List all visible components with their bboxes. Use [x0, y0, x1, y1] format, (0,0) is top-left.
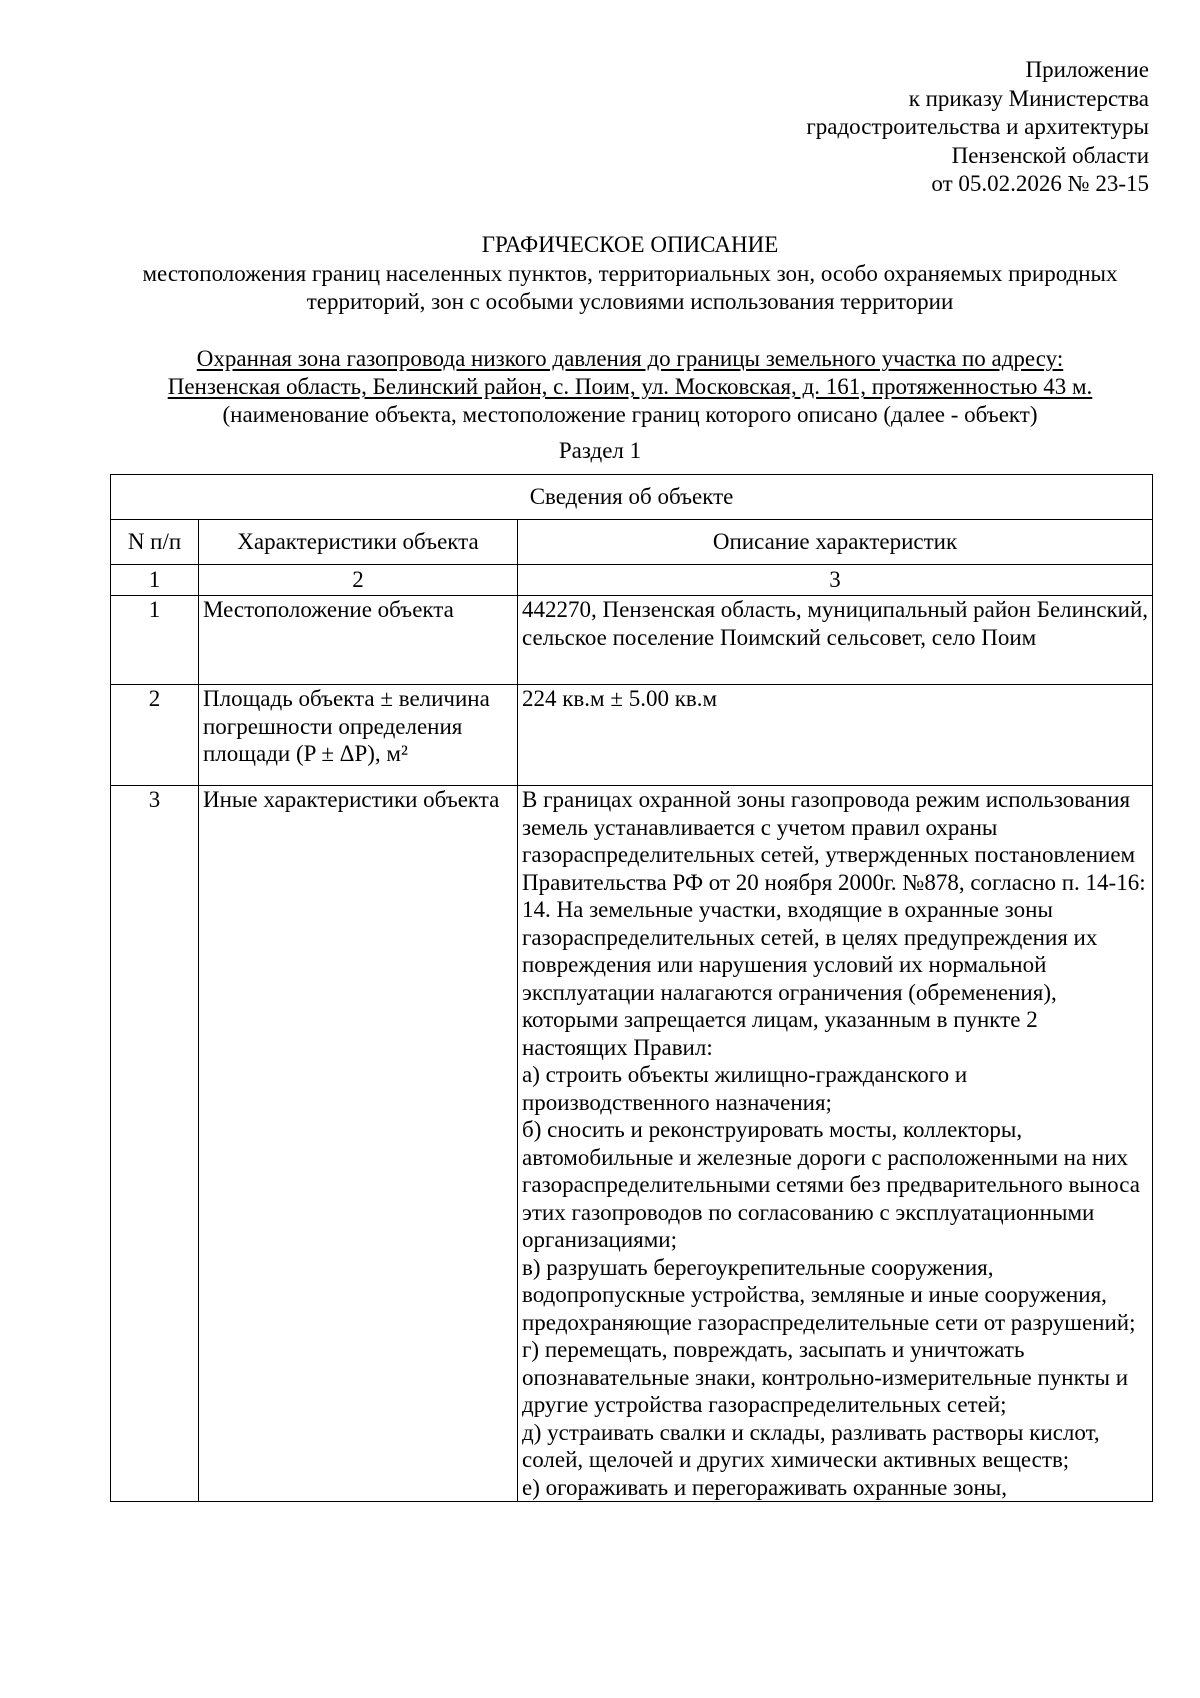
description-paragraph: б) сносить и реконструировать мосты, коллекторы, автомобильные и железные дороги с расположенными на них газораспределительными сетями без предварительного выноса этих газопроводов по согласованию с эксплуатационными организациями; — [522, 1117, 1140, 1252]
title-block — [100, 231, 1160, 317]
appendix-block — [806, 56, 1149, 199]
column-number: 2 — [199, 565, 518, 596]
column-number: 3 — [518, 565, 1153, 596]
row-number: 3 — [111, 786, 199, 1502]
row-description: 224 кв.м ± 5.00 кв.м — [518, 685, 1153, 786]
description-paragraph: г) перемещать, повреждать, засыпать и уничтожать опознавательные знаки, контрольно-измерительные пункты и другие устройства газораспределительных сетей; — [522, 1337, 1129, 1417]
object-name-block — [80, 345, 1180, 429]
section-label: Раздел 1 — [558, 438, 642, 463]
object-info-table — [110, 474, 1153, 1502]
row-number: 2 — [111, 685, 199, 786]
appendix-line: Пензенской области — [951, 142, 1149, 168]
appendix-line: Приложение — [1025, 57, 1149, 82]
object-name: Охранная зона газопровода низкого давления до границы земельного участка по адресу: — [196, 346, 1064, 371]
column-header: N п/п — [111, 520, 199, 565]
table-caption-row — [111, 475, 1153, 520]
column-header: Характеристики объекта — [199, 520, 518, 565]
table-header-row — [111, 520, 1153, 565]
appendix-line: градостроительства и архитектуры — [806, 114, 1149, 139]
table-caption: Сведения об объекте — [111, 475, 1153, 520]
description-paragraph: а) строить объекты жилищно-гражданского и производственного назначения; — [522, 1062, 968, 1115]
row-description — [518, 786, 1153, 1502]
table-row — [111, 596, 1153, 685]
object-name: Пензенская область, Белинский район, с. Поим, ул. Московская, д. 161, протяженностью 43 м. — [167, 374, 1093, 399]
description-paragraph: е) огораживать и перегораживать охранные зоны, — [522, 1474, 1007, 1500]
table-row — [111, 685, 1153, 786]
description-paragraph: 14. На земельные участки, входящие в охранные зоны газораспределительных сетей, в целях предупреждения их повреждения или нарушения условий их нормальной эксплуатации налагаются ограничения (обременения), которыми запрещается лицам, указанным в пункте 2 настоящих Правил: — [522, 897, 1098, 1060]
column-number: 1 — [111, 565, 199, 596]
row-characteristic: Иные характеристики объекта — [199, 786, 518, 1502]
column-header: Описание характеристик — [518, 520, 1153, 565]
document-heading: ГРАФИЧЕСКОЕ ОПИСАНИЕ — [481, 232, 779, 257]
table-row — [111, 786, 1153, 1502]
description-paragraph: В границах охранной зоны газопровода режим использования земель устанавливается с учетом правил охраны газораспределительных сетей, утвержденных постановлением Правительства РФ от 20 ноября 2000г. №878, согласно п. 14-16: — [522, 787, 1146, 895]
appendix-line: к приказу Министерства — [908, 85, 1149, 111]
column-number-row — [111, 565, 1153, 596]
appendix-line: от 05.02.2026 № 23-15 — [931, 171, 1149, 196]
description-paragraph: в) разрушать берегоукрепительные сооружения, водопропускные устройства, земляные и иные сооружения, предохраняющие газораспределительные сети от разрушений; — [522, 1254, 1136, 1335]
object-name-caption: (наименование объекта, местоположение границ которого описано (далее - объект) — [222, 402, 1038, 427]
document-subtitle: территорий, зон с особыми условиями использования территории — [306, 289, 954, 314]
description-paragraph: д) устраивать свалки и склады, разливать растворы кислот, солей, щелочей и других химически активных веществ; — [522, 1419, 1100, 1472]
row-characteristic: Площадь объекта ± величина погрешности определения площади (P ± ΔP), м² — [199, 685, 518, 786]
row-number: 1 — [111, 596, 199, 685]
row-description: 442270, Пензенская область, муниципальный район Белинский, сельское поселение Поимский сельсовет, село Поим — [518, 596, 1153, 685]
row-characteristic: Местоположение объекта — [199, 596, 518, 685]
document-subtitle: местоположения границ населенных пунктов, территориальных зон, особо охраняемых природных — [142, 260, 1118, 286]
